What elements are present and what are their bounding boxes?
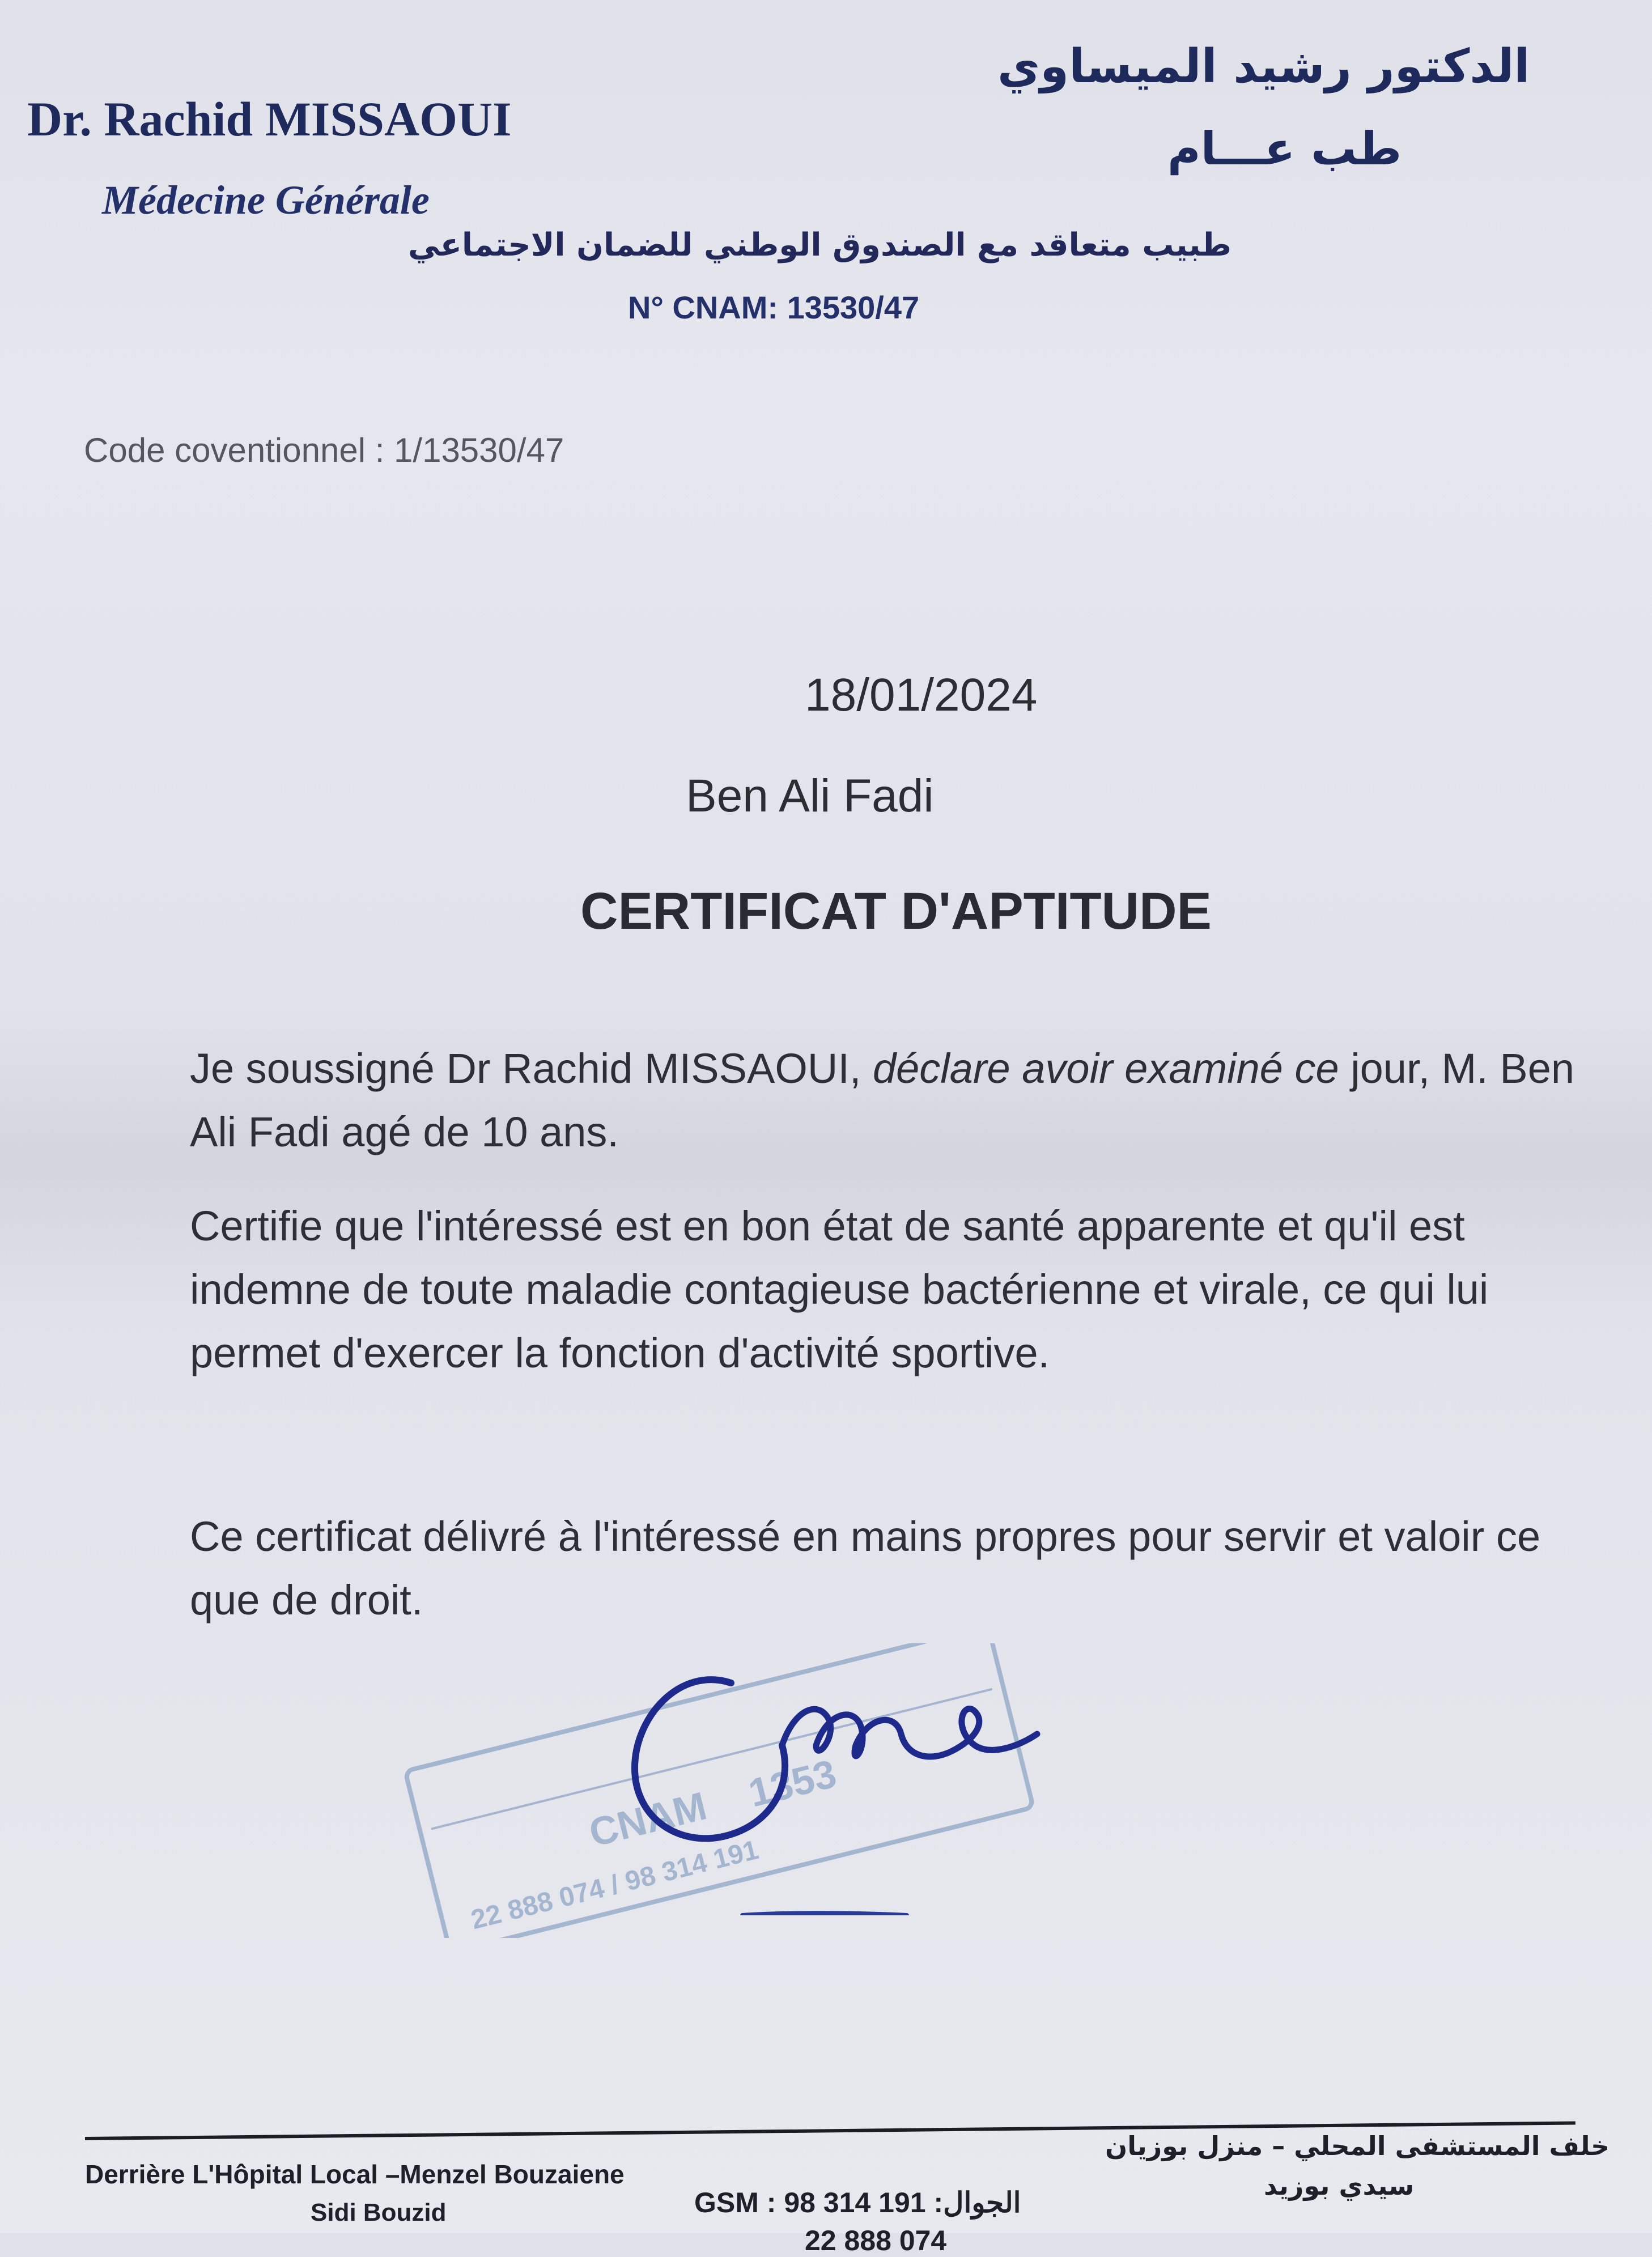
footer-gsm: GSM : 98 314 191 :الجوال — [694, 2187, 1021, 2218]
convention-arabic — [408, 227, 1231, 263]
footer-city-arabic: سيدي بوزيد — [1264, 2170, 1415, 2201]
paragraph-closing: Ce certificat délivré à l'intéressé en mains propres pour servir et valoir ce que de droit. — [190, 1513, 1541, 1623]
stamp-text-number: 1353 — [744, 1751, 841, 1816]
convention-arabic-line2: الاجتماعي — [408, 227, 566, 263]
convention-arabic-line1: طبيب متعاقد مع الصندوق الوطني للضمان — [576, 227, 1231, 263]
declaration-italic: déclare avoir examiné ce — [873, 1045, 1339, 1092]
doctor-specialty-arabic: طب عـــام — [1167, 122, 1402, 175]
stamp-text-cnam: CNAM — [584, 1783, 711, 1855]
declaration-end: jour, M. Ben Ali Fadi agé de 10 ans. — [190, 1045, 1575, 1155]
declaration-start: Je soussigné Dr Rachid MISSAOUI, — [190, 1045, 873, 1092]
certificate-title: CERTIFICAT D'APTITUDE — [580, 882, 1212, 940]
doctor-name: Dr. Rachid MISSAOUI — [27, 92, 512, 146]
footer-address-arabic: خلف المستشفى المحلي – منزل بوزيان — [1105, 2131, 1610, 2161]
stamp-text-phones: 22 888 074 / 98 314 191 — [468, 1835, 762, 1936]
paragraph-declaration — [190, 1037, 1618, 1164]
doctor-name-arabic: الدكتور رشيد الميساوي — [997, 40, 1530, 93]
cnam-number: N° CNAM: 13530/47 — [628, 290, 920, 325]
certificate-date: 18/01/2024 — [805, 669, 1038, 721]
doctor-specialty: Médecine Générale — [102, 177, 430, 223]
footer-address: Derrière L'Hôpital Local –Menzel Bouzaiene — [85, 2160, 625, 2189]
footer-phone-secondary: 22 888 074 — [805, 2225, 947, 2256]
code-conventionnel: Code coventionnel : 1/13530/47 — [84, 431, 564, 469]
patient-name: Ben Ali Fadi — [686, 770, 934, 822]
doctor-signature — [612, 1598, 1065, 1915]
paragraph-certification: Certifie que l'intéressé est en bon état de santé apparente et qu'il est indemne de toute maladie contagieuse bactérienne et virale, ce qui lui permet d'exercer la fonction d'activité sportive. — [190, 1202, 1489, 1376]
footer-city: Sidi Bouzid — [311, 2199, 447, 2226]
